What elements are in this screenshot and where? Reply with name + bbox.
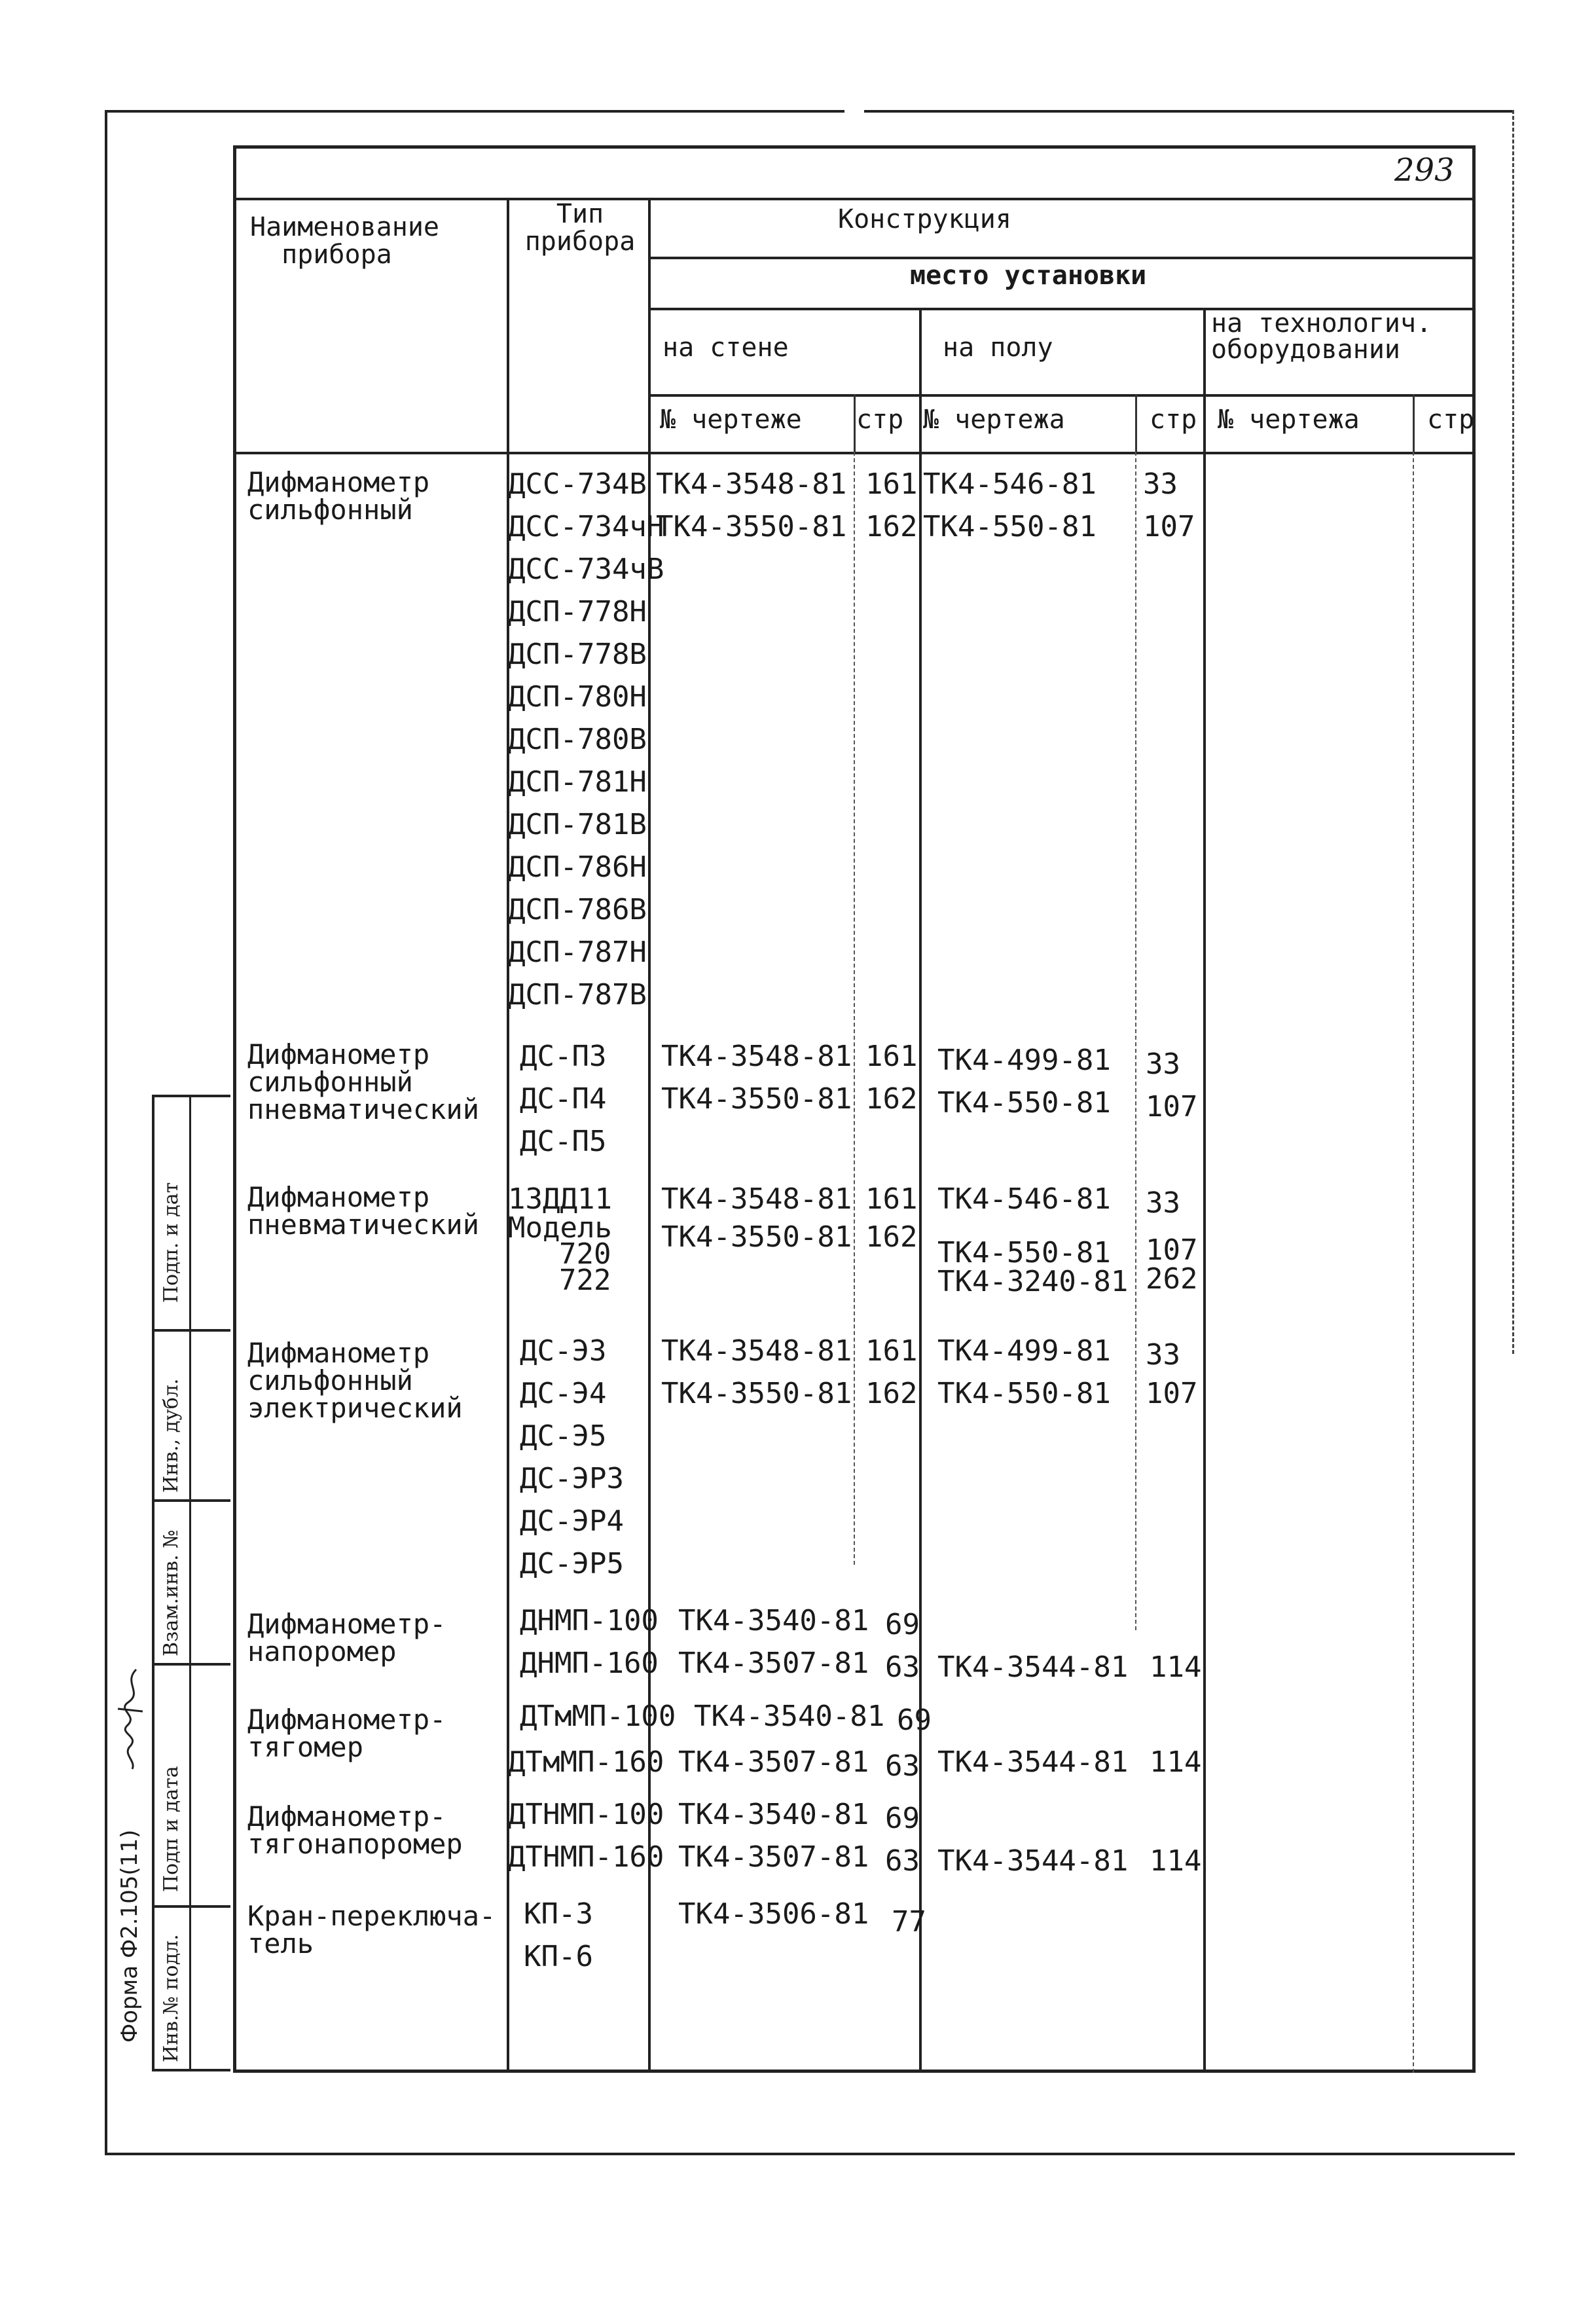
- wall-drawing-cell: ТК4-3506-81: [678, 1897, 869, 1931]
- group-name: Дифманометр- тягонапоромер: [247, 1800, 463, 1860]
- type-cell: ДТНМП-100: [508, 1798, 664, 1831]
- type-cell: ДС-ЭР4: [520, 1505, 624, 1538]
- type-cell: ДС-П5: [520, 1125, 607, 1158]
- header-line-4: [648, 394, 1476, 397]
- wall-drawing-cell: ТК4-3540-81: [678, 1604, 869, 1637]
- type-cell: ДСП-787В: [508, 978, 647, 1012]
- form-label: Форма Ф2.105(11): [117, 1829, 143, 2043]
- floor-drawing-cell: ТК4-550-81: [923, 510, 1097, 543]
- wall-page-cell: 69: [885, 1802, 920, 1835]
- page-number: 293: [1394, 152, 1455, 189]
- col-line-floor-page: [1135, 394, 1137, 452]
- wall-page-cell: 161: [865, 1040, 918, 1073]
- wall-page-cell: 77: [892, 1905, 926, 1939]
- type-cell: ДСС-734В: [508, 467, 647, 501]
- header-page-floor: стр: [1150, 405, 1197, 435]
- type-cell: Модель: [508, 1211, 612, 1245]
- col-line-equip-page: [1413, 394, 1415, 452]
- header-construction: Конструкция: [838, 204, 1011, 234]
- wall-drawing-cell: ТК4-3507-81: [678, 1647, 869, 1680]
- type-cell: 13ДД11: [508, 1182, 612, 1216]
- col-line-wall: [648, 198, 651, 2073]
- col-line-equip: [1203, 308, 1206, 2073]
- wall-drawing-cell: ТК4-3550-81: [656, 510, 847, 543]
- type-cell: ДТмМП-100: [520, 1700, 676, 1733]
- type-cell: ДСП-778Н: [508, 595, 647, 629]
- side-label-podp-data: Подп и дата: [160, 1766, 183, 1892]
- side-label-vzam-inv: Взам.инв. №: [160, 1529, 183, 1656]
- type-cell: КП-3: [524, 1897, 593, 1931]
- type-cell: ДС-Э4: [520, 1377, 607, 1410]
- wall-drawing-cell: ТК4-3550-81: [661, 1377, 852, 1410]
- wall-drawing-cell: ТК4-3548-81: [661, 1334, 852, 1368]
- wall-drawing-cell: ТК4-3540-81: [678, 1798, 869, 1831]
- floor-drawing-cell: ТК4-3240-81: [937, 1265, 1129, 1298]
- side-stamp-divider: [152, 1329, 230, 1332]
- floor-drawing-cell: ТК4-3544-81: [937, 1651, 1129, 1684]
- type-cell: ДСП-778В: [508, 638, 647, 671]
- group-name: Дифманометр сильфонный: [247, 466, 430, 526]
- floor-drawing-cell: ТК4-550-81: [937, 1236, 1111, 1269]
- group-name: Дифманометр сильфонный пневматический: [247, 1038, 480, 1125]
- side-label-inv-podl: Инв.№ подл.: [160, 1934, 183, 2062]
- floor-drawing-cell: ТК4-499-81: [937, 1334, 1111, 1368]
- floor-page-cell: 33: [1146, 1186, 1180, 1220]
- side-label-inv-dubl: Инв., дубл.: [160, 1378, 183, 1493]
- header-name: Наименование прибора: [250, 212, 439, 270]
- wall-drawing-cell: ТК4-3507-81: [678, 1840, 869, 1874]
- floor-drawing-cell: ТК4-3544-81: [937, 1844, 1129, 1878]
- type-cell: ДСП-780Н: [508, 680, 647, 714]
- floor-page-cell: 114: [1150, 1745, 1202, 1779]
- group-name: Дифманометр пневматический: [247, 1181, 480, 1241]
- type-cell: 720: [559, 1237, 611, 1271]
- wall-page-cell: 162: [865, 1377, 918, 1410]
- wall-page-cell: 63: [885, 1749, 920, 1783]
- sheet-frame-right: [1512, 110, 1514, 1354]
- side-label-podp-data-2: Подп. и дат: [160, 1182, 183, 1303]
- side-stamp-divider: [152, 1663, 230, 1666]
- group-name: Дифманометр- напоромер: [247, 1608, 446, 1668]
- type-cell: ДСС-734чВ: [508, 553, 664, 586]
- col-line-equip-page-dash: [1413, 452, 1414, 2073]
- type-cell: ДС-ЭР5: [520, 1547, 624, 1580]
- type-cell: КП-6: [524, 1940, 593, 1973]
- type-cell: ДСП-786Н: [508, 850, 647, 884]
- sheet-frame-top-right: [864, 110, 1512, 113]
- group-name: Дифманометр- тягомер: [247, 1704, 446, 1763]
- type-cell: ДС-П4: [520, 1082, 607, 1116]
- type-cell: 722: [559, 1264, 611, 1297]
- col-line-floor-page-dash: [1135, 452, 1136, 1630]
- floor-drawing-cell: ТК4-550-81: [937, 1377, 1111, 1410]
- type-cell: ДСП-781Н: [508, 765, 647, 799]
- type-cell: ДНМП-100: [520, 1604, 659, 1637]
- type-cell: ДС-П3: [520, 1040, 607, 1073]
- floor-drawing-cell: ТК4-499-81: [937, 1044, 1111, 1077]
- group-name: Кран-переключа- тель: [247, 1900, 496, 1960]
- type-cell: ДНМП-160: [520, 1647, 659, 1680]
- header-type: Тип прибора: [524, 199, 636, 257]
- type-cell: ДТНМП-160: [508, 1840, 664, 1874]
- side-stamp-divider: [152, 1905, 230, 1908]
- wall-drawing-cell: ТК4-3550-81: [661, 1082, 852, 1116]
- type-cell: ДС-Э5: [520, 1419, 607, 1453]
- floor-page-cell: 33: [1146, 1338, 1180, 1372]
- type-cell: ДСП-781В: [508, 808, 647, 841]
- wall-drawing-cell: ТК4-3540-81: [694, 1700, 885, 1733]
- wall-page-cell: 63: [885, 1844, 920, 1878]
- wall-page-cell: 69: [885, 1608, 920, 1641]
- type-cell: ДСС-734чН: [508, 510, 664, 543]
- wall-page-cell: 162: [865, 1220, 918, 1254]
- col-line-wall-page-dash: [854, 452, 855, 1565]
- sheet-frame-top: [105, 110, 844, 113]
- header-equipment: на технологич. оборудовании: [1211, 308, 1432, 365]
- wall-drawing-cell: ТК4-3550-81: [661, 1220, 852, 1254]
- header-floor: на полу: [943, 333, 1053, 363]
- floor-page-cell: 107: [1143, 510, 1195, 543]
- handwritten-signature: [110, 1663, 149, 1774]
- wall-page-cell: 161: [865, 1334, 918, 1368]
- floor-drawing-cell: ТК4-3544-81: [937, 1745, 1129, 1779]
- floor-page-cell: 107: [1146, 1233, 1198, 1267]
- side-stamp-divider: [152, 1499, 230, 1502]
- floor-page-cell: 114: [1150, 1844, 1202, 1878]
- floor-page-cell: 107: [1146, 1090, 1198, 1123]
- floor-drawing-cell: ТК4-546-81: [923, 467, 1097, 501]
- col-line-wall-page: [854, 394, 856, 452]
- wall-drawing-cell: ТК4-3548-81: [661, 1040, 852, 1073]
- wall-page-cell: 162: [865, 510, 918, 543]
- header-drawing-wall: № чертеже: [660, 405, 802, 435]
- header-wall: на стене: [662, 333, 789, 363]
- floor-page-cell: 262: [1146, 1262, 1198, 1296]
- type-cell: ДС-ЭР3: [520, 1462, 624, 1495]
- type-cell: ДТмМП-160: [508, 1745, 664, 1779]
- floor-drawing-cell: ТК4-546-81: [937, 1182, 1111, 1216]
- group-name: Дифманометр сильфонный электрический: [247, 1337, 463, 1424]
- wall-page-cell: 162: [865, 1082, 918, 1116]
- type-cell: ДСП-786В: [508, 893, 647, 926]
- wall-page-cell: 63: [885, 1651, 920, 1684]
- wall-page-cell: 161: [865, 1182, 918, 1216]
- floor-page-cell: 33: [1146, 1048, 1180, 1081]
- wall-page-cell: 69: [897, 1704, 932, 1737]
- floor-drawing-cell: ТК4-550-81: [937, 1086, 1111, 1120]
- wall-drawing-cell: ТК4-3548-81: [661, 1182, 852, 1216]
- type-cell: ДСП-780В: [508, 723, 647, 756]
- header-drawing-floor: № чертежа: [923, 405, 1065, 435]
- floor-page-cell: 33: [1143, 467, 1178, 501]
- header-page-wall: стр: [856, 405, 904, 435]
- header-line-2: [648, 257, 1476, 259]
- header-line-1: [233, 198, 1476, 200]
- floor-page-cell: 114: [1150, 1651, 1202, 1684]
- type-cell: ДСП-787Н: [508, 936, 647, 969]
- header-page-equip: стр: [1427, 405, 1475, 435]
- floor-page-cell: 107: [1146, 1377, 1198, 1410]
- wall-drawing-cell: ТК4-3548-81: [656, 467, 847, 501]
- header-drawing-equip: № чертежа: [1218, 405, 1360, 435]
- header-place: место установки: [910, 261, 1147, 291]
- wall-drawing-cell: ТК4-3507-81: [678, 1745, 869, 1779]
- type-cell: ДС-Э3: [520, 1334, 607, 1368]
- wall-page-cell: 161: [865, 467, 918, 501]
